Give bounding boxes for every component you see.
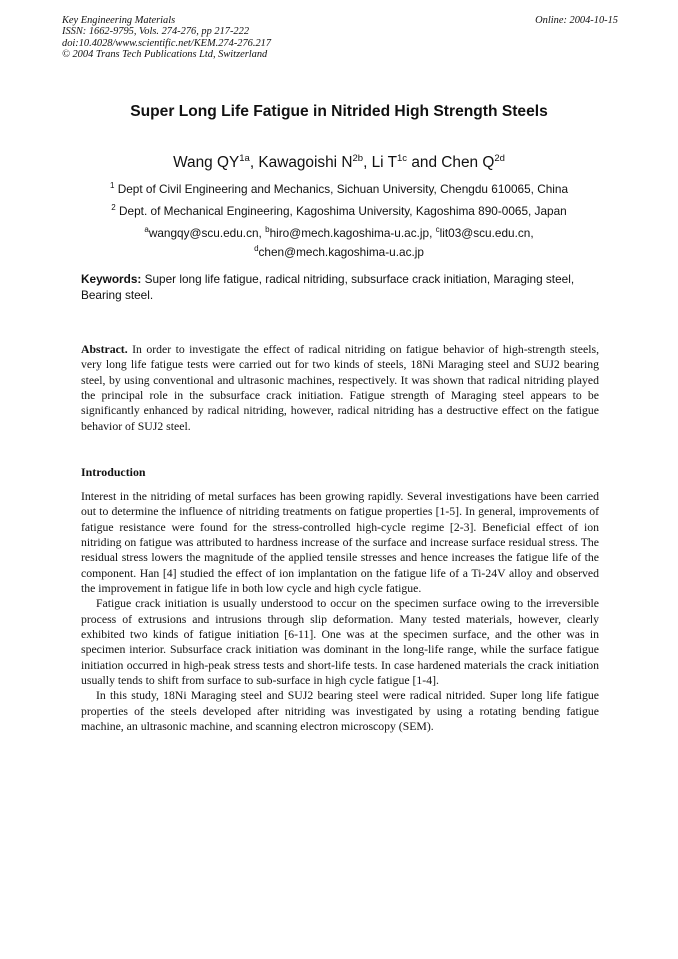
issn-line: ISSN: 1662-9795, Vols. 274-276, pp 217-222 — [62, 26, 250, 38]
email-mark: b — [265, 225, 270, 234]
author-affiliation-mark: 2b — [352, 153, 364, 164]
author-affiliation-mark: 1c — [397, 153, 408, 164]
journal-name: Key Engineering Materials — [62, 15, 176, 26]
author-separator: , — [363, 154, 372, 172]
keywords-label: Keywords: — [81, 272, 142, 286]
email-separator: , — [258, 225, 266, 240]
author-affiliation-mark: 1a — [239, 153, 250, 164]
author-name: Li T — [371, 154, 398, 172]
affiliation-mark: 2 — [111, 203, 116, 212]
section-heading-introduction: Introduction — [81, 465, 146, 479]
affiliation-1 — [0, 181, 678, 196]
email-address: wangqy@scu.edu.cn — [148, 225, 259, 240]
affiliation-text: Dept. of Mechanical Engineering, Kagoshima University, Kagoshima 890-0065, Japan — [119, 203, 567, 218]
email-separator: , — [429, 225, 436, 240]
email-address: lit03@scu.edu.cn — [439, 225, 531, 240]
copyright-line: © 2004 Trans Tech Publications Ltd, Switzerland — [62, 48, 268, 60]
email-separator: , — [530, 225, 534, 240]
author-name: Kawagoishi N — [258, 154, 353, 172]
email-address: chen@mech.kagoshima-u.ac.jp — [258, 244, 424, 259]
doi-line: doi:10.4028/www.scientific.net/KEM.274-276.217 — [62, 37, 272, 49]
paper-title: Super Long Life Fatigue in Nitrided High Strength Steels — [130, 103, 548, 120]
email-mark: a — [144, 225, 149, 234]
author-name: Wang QY — [173, 154, 240, 172]
author-name: Chen Q — [441, 154, 495, 172]
affiliation-2 — [0, 203, 678, 218]
author-separator: , — [249, 154, 259, 172]
author-separator: and — [407, 154, 442, 172]
affiliation-mark: 1 — [109, 181, 115, 190]
affiliation-text: Dept of Civil Engineering and Mechanics, Sichuan University, Chengdu 610065, China — [117, 181, 569, 196]
paragraph: Fatigue crack initiation is usually understood to occur on the specimen surface owing to the irreversible process of extrusions and intrusions through slip deformation. Many tested materials, however, clearly exhibited two kinds of fatigue initiation [6-11]. One was at the specimen surface, and the other was in specimen interior. Subsurface crack initiation was dominant in the long-life range, while the surface fatigue initiation occurred in high-peak stress tests and short-life tests. In case hardened materials the crack initiation usually tends to shift from surface to sub-surface in high cycle fatigue [1-4]. — [81, 597, 599, 688]
abstract-text: In order to investigate the effect of radical nitriding on fatigue behavior of high-strength steels, very long life fatigue tests were carried out for two kinds of steels, 18Ni Maraging steel and SUJ2 bearing steel, by using conventional and ultrasonic machines, respectively. It was shown that radical nitriding played the principal role in the subsurface crack initiation. Fatigue strength of Maraging steel appears to be significantly enhanced by radical nitriding, however, radical nitriding has a destructive effect on the fatigue behavior of SUJ2 steel. — [81, 343, 600, 433]
online-date: Online: 2004-10-15 — [535, 15, 618, 26]
keywords-text: Super long life fatigue, radical nitriding, subsurface crack initiation, Maraging steel, Bearing steel. — [81, 272, 575, 302]
email-address: hiro@mech.kagoshima-u.ac.jp — [269, 225, 430, 240]
email-mark: c — [435, 225, 440, 234]
email-mark: d — [254, 243, 259, 253]
paragraph: In this study, 18Ni Maraging steel and SUJ2 bearing steel were radical nitrided. Super long life fatigue properties of the steels developed after nitriding was investigated by using a rotating bending fatigue machine, an ultrasonic machine, and scanning electron microscopy (SEM). — [81, 689, 599, 734]
introduction-body — [81, 489, 599, 735]
paragraph: Interest in the nitriding of metal surfaces has been growing rapidly. Several investigations have been carried out to determine the influence of nitriding treatments on fatigue properties [1-5]. In general, improvements of fatigue resistance were found for the stress-controlled high-cycle regime [2-3]. Beneficial effect of ion nitriding on fatigue was attributed to hardness increase of the surface and increase surface residual stress. The residual stress lowers the magnitude of the applied tensile stresses and hence increases the fatigue life of the component. Han [4] studied the effect of ion implantation on the fatigue life of a Ti-24V alloy and observed the improvement in fatigue life in both low cycle and high cycle fatigue. — [81, 490, 599, 596]
author-list — [0, 153, 678, 172]
abstract-label: Abstract. — [81, 343, 128, 356]
keywords — [81, 272, 599, 303]
abstract — [81, 342, 599, 434]
email-list — [0, 222, 678, 260]
journal-header — [62, 15, 618, 60]
author-affiliation-mark: 2d — [494, 153, 505, 164]
